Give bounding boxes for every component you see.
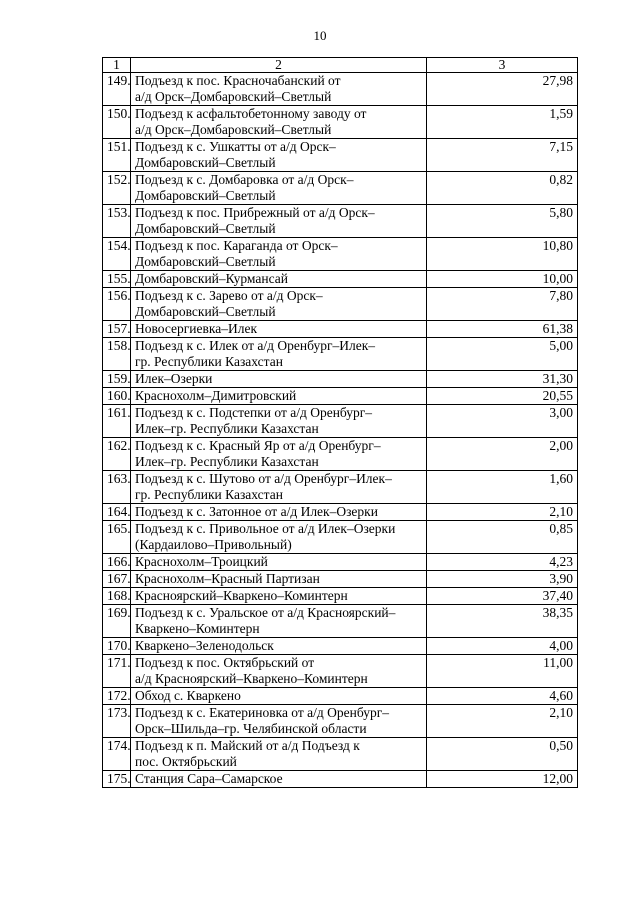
table-row (103, 554, 578, 571)
road-name-line: Домбаровский–Курмансай (135, 271, 288, 286)
road-name-line: Кваркено–Зеленодольск (135, 638, 274, 653)
road-length: 2,00 (427, 438, 578, 471)
row-number: 172. (103, 688, 131, 705)
road-name-line: Подъезд к с. Красный Яр от а/д Оренбург– (135, 438, 381, 453)
table-row (103, 571, 578, 588)
road-length: 27,98 (427, 73, 578, 106)
road-name-line: Домбаровский–Светлый (135, 188, 276, 203)
row-number: 154. (103, 238, 131, 271)
road-name-line: а/д Орск–Домбаровский–Светлый (135, 89, 332, 104)
road-length: 11,00 (427, 655, 578, 688)
road-length: 10,00 (427, 271, 578, 288)
road-name (131, 371, 427, 388)
road-name-line: Подъезд к с. Подстепки от а/д Оренбург– (135, 405, 373, 420)
road-name (131, 73, 427, 106)
road-name (131, 172, 427, 205)
road-name (131, 771, 427, 788)
table-row (103, 521, 578, 554)
road-name-line: Подъезд к п. Майский от а/д Подъезд к (135, 738, 360, 753)
table-row (103, 388, 578, 405)
row-number: 158. (103, 338, 131, 371)
row-number: 168. (103, 588, 131, 605)
road-name (131, 554, 427, 571)
road-name (131, 688, 427, 705)
road-name-line: Илек–Озерки (135, 371, 213, 386)
road-name-line: Новосергиевка–Илек (135, 321, 258, 336)
road-name-line: Подъезд к пос. Прибрежный от а/д Орск– (135, 205, 375, 220)
road-name-line: Краснохолм–Димитровский (135, 388, 297, 403)
table-row (103, 139, 578, 172)
road-name-line: Подъезд к с. Зарево от а/д Орск– (135, 288, 323, 303)
table-row (103, 638, 578, 655)
row-number: 153. (103, 205, 131, 238)
column-header-1: 1 (103, 58, 131, 73)
road-name (131, 655, 427, 688)
table-row (103, 738, 578, 771)
road-length: 7,15 (427, 139, 578, 172)
row-number: 160. (103, 388, 131, 405)
road-length: 4,00 (427, 638, 578, 655)
road-name (131, 705, 427, 738)
road-length: 12,00 (427, 771, 578, 788)
row-number: 151. (103, 139, 131, 172)
row-number: 175. (103, 771, 131, 788)
row-number: 164. (103, 504, 131, 521)
road-name-line: Домбаровский–Светлый (135, 254, 276, 269)
road-name-line: Орск–Шильда–гр. Челябинской области (135, 721, 367, 736)
table-row (103, 771, 578, 788)
row-number: 161. (103, 405, 131, 438)
road-name-line: Домбаровский–Светлый (135, 304, 276, 319)
road-length: 5,80 (427, 205, 578, 238)
table-row (103, 205, 578, 238)
road-name-line: Подъезд к с. Ушкатты от а/д Орск– (135, 139, 336, 154)
road-name-line: Подъезд к с. Уральское от а/д Красноярский– (135, 605, 396, 620)
road-name-line: гр. Республики Казахстан (135, 487, 283, 502)
row-number: 167. (103, 571, 131, 588)
road-name (131, 388, 427, 405)
road-length: 20,55 (427, 388, 578, 405)
road-name (131, 605, 427, 638)
road-length: 2,10 (427, 705, 578, 738)
road-name-line: а/д Красноярский–Кваркено–Коминтерн (135, 671, 368, 686)
road-name-line: Подъезд к пос. Красночабанский от (135, 73, 341, 88)
road-length: 37,40 (427, 588, 578, 605)
road-length: 31,30 (427, 371, 578, 388)
road-length: 10,80 (427, 238, 578, 271)
road-name (131, 504, 427, 521)
row-number: 159. (103, 371, 131, 388)
road-name-line: Подъезд к асфальтобетонному заводу от (135, 106, 367, 121)
table-header-row (103, 58, 578, 73)
road-name (131, 205, 427, 238)
road-name-line: Подъезд к с. Шутово от а/д Оренбург–Илек– (135, 471, 392, 486)
road-name (131, 338, 427, 371)
row-number: 166. (103, 554, 131, 571)
road-name (131, 238, 427, 271)
road-name (131, 321, 427, 338)
table-row (103, 371, 578, 388)
road-name-line: Илек–гр. Республики Казахстан (135, 421, 319, 436)
roads-table (102, 57, 578, 788)
road-length: 2,10 (427, 504, 578, 521)
row-number: 169. (103, 605, 131, 638)
road-length: 0,50 (427, 738, 578, 771)
road-name-line: Домбаровский–Светлый (135, 221, 276, 236)
road-name-line: (Кардаилово–Привольный) (135, 537, 292, 552)
row-number: 156. (103, 288, 131, 321)
table-row (103, 172, 578, 205)
road-length: 5,00 (427, 338, 578, 371)
column-header-3: 3 (427, 58, 578, 73)
road-name (131, 139, 427, 172)
road-name-line: Краснохолм–Красный Партизан (135, 571, 320, 586)
page-number: 10 (313, 28, 327, 43)
road-length: 7,80 (427, 288, 578, 321)
row-number: 165. (103, 521, 131, 554)
road-name (131, 288, 427, 321)
table-row (103, 271, 578, 288)
table-row (103, 321, 578, 338)
road-name-line: Подъезд к с. Екатериновка от а/д Оренбург– (135, 705, 389, 720)
table-row (103, 288, 578, 321)
road-name (131, 521, 427, 554)
table-row (103, 438, 578, 471)
road-name (131, 405, 427, 438)
table-row (103, 688, 578, 705)
road-name-line: Подъезд к пос. Караганда от Орск– (135, 238, 338, 253)
road-name-line: Красноярский–Кваркено–Коминтерн (135, 588, 348, 603)
road-length: 38,35 (427, 605, 578, 638)
row-number: 171. (103, 655, 131, 688)
road-name-line: Подъезд к пос. Октябрьский от (135, 655, 315, 670)
road-name (131, 738, 427, 771)
row-number: 152. (103, 172, 131, 205)
road-name-line: Обход с. Кваркено (135, 688, 241, 703)
column-header-2: 2 (131, 58, 427, 73)
road-name-line: Подъезд к с. Илек от а/д Оренбург–Илек– (135, 338, 376, 353)
road-name-line: Подъезд к с. Домбаровка от а/д Орск– (135, 172, 354, 187)
table-row (103, 106, 578, 139)
table-row (103, 338, 578, 371)
road-length: 1,59 (427, 106, 578, 139)
road-name (131, 588, 427, 605)
road-name (131, 438, 427, 471)
table-row (103, 655, 578, 688)
road-length: 1,60 (427, 471, 578, 504)
row-number: 163. (103, 471, 131, 504)
road-name-line: гр. Республики Казахстан (135, 354, 283, 369)
row-number: 173. (103, 705, 131, 738)
table-row (103, 705, 578, 738)
row-number: 155. (103, 271, 131, 288)
table-row (103, 471, 578, 504)
road-name (131, 471, 427, 504)
road-length: 3,00 (427, 405, 578, 438)
road-length: 0,82 (427, 172, 578, 205)
road-name (131, 571, 427, 588)
table-row (103, 238, 578, 271)
row-number: 150. (103, 106, 131, 139)
road-name (131, 106, 427, 139)
road-length: 61,38 (427, 321, 578, 338)
road-name-line: Домбаровский–Светлый (135, 155, 276, 170)
row-number: 157. (103, 321, 131, 338)
road-name-line: Кваркено–Коминтерн (135, 621, 260, 636)
road-name-line: Краснохолм–Троицкий (135, 554, 268, 569)
road-name-line: а/д Орск–Домбаровский–Светлый (135, 122, 332, 137)
table-row (103, 588, 578, 605)
table-row (103, 405, 578, 438)
road-length: 3,90 (427, 571, 578, 588)
row-number: 174. (103, 738, 131, 771)
road-length: 4,23 (427, 554, 578, 571)
row-number: 162. (103, 438, 131, 471)
road-name-line: пос. Октябрьский (135, 754, 237, 769)
road-name-line: Илек–гр. Республики Казахстан (135, 454, 319, 469)
road-name (131, 271, 427, 288)
table-row (103, 504, 578, 521)
row-number: 170. (103, 638, 131, 655)
row-number: 149. (103, 73, 131, 106)
road-name (131, 638, 427, 655)
road-name-line: Подъезд к с. Привольное от а/д Илек–Озерки (135, 521, 396, 536)
road-name-line: Станция Сара–Самарское (135, 771, 283, 786)
road-name-line: Подъезд к с. Затонное от а/д Илек–Озерки (135, 504, 378, 519)
table-row (103, 73, 578, 106)
table-row (103, 605, 578, 638)
road-length: 0,85 (427, 521, 578, 554)
road-length: 4,60 (427, 688, 578, 705)
